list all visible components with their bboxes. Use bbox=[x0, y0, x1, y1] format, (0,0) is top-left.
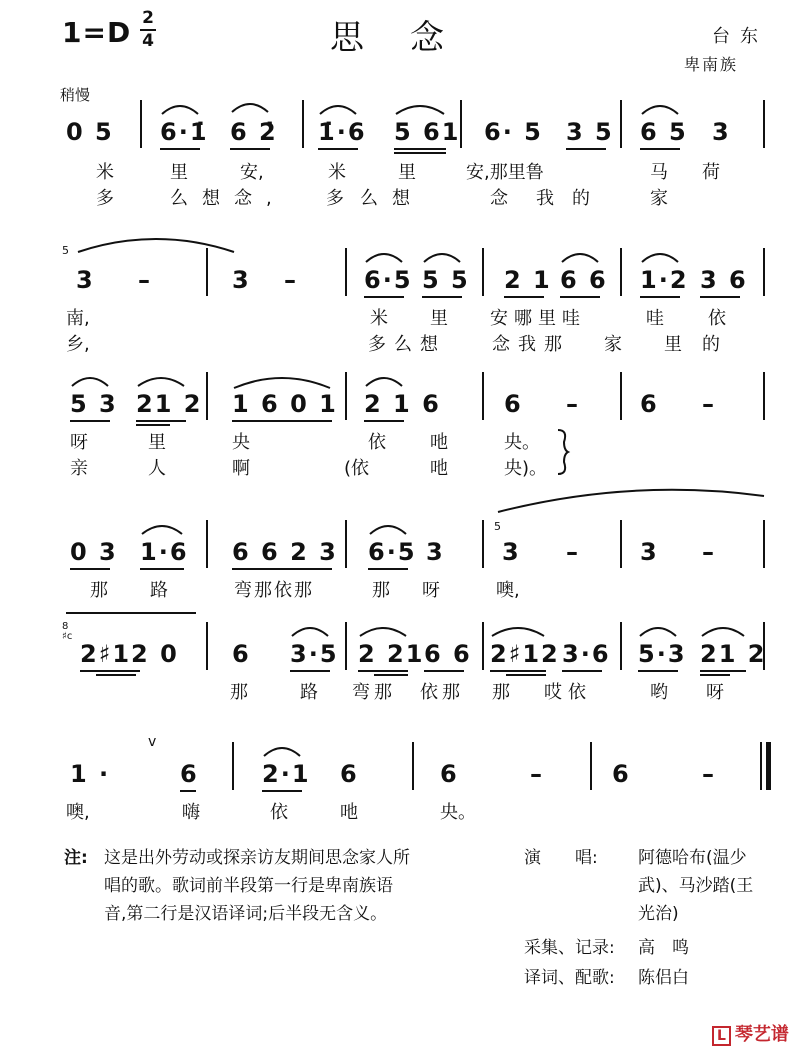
lyric: 那 bbox=[492, 682, 510, 703]
lyric: 里 bbox=[148, 432, 166, 453]
lyric: 那 bbox=[90, 580, 108, 601]
translate-label: 译词、配歌: bbox=[524, 968, 615, 988]
note-group: – bbox=[702, 390, 716, 418]
lyric: 依那 bbox=[420, 682, 464, 703]
note-group: 6 6 bbox=[560, 266, 608, 294]
lyric: 依 bbox=[270, 802, 288, 823]
lyric: 安,那里鲁 bbox=[466, 162, 544, 183]
note-group: 3 bbox=[640, 538, 659, 566]
lyric: 路 bbox=[300, 682, 318, 703]
lyric: 吔 bbox=[340, 802, 358, 823]
note-group: 6 bbox=[640, 390, 659, 418]
note-group: 5·3 bbox=[638, 640, 687, 668]
note-line-2: 唱的歌。歌词前半段第一行是卑南族语 bbox=[104, 876, 393, 896]
note-group: 2♯12 0 bbox=[80, 640, 179, 668]
note-group: 3 bbox=[712, 118, 731, 146]
note-group: 6·5 bbox=[368, 538, 417, 566]
note-group: 1·6 bbox=[140, 538, 189, 566]
lyric: 里 bbox=[430, 308, 448, 329]
lyric: 南, bbox=[66, 308, 90, 329]
note-group: – bbox=[702, 760, 716, 788]
lyric: 里的 bbox=[664, 334, 740, 355]
lyric: 多 bbox=[96, 188, 114, 209]
note-group: 3 bbox=[502, 538, 521, 566]
region-label: 台东 bbox=[712, 26, 768, 47]
lyric: 吔 bbox=[430, 432, 448, 453]
note-group: 2 21 bbox=[358, 640, 425, 668]
lyric: 米 bbox=[328, 162, 346, 183]
note-group: 6 bbox=[612, 760, 631, 788]
note-group: – bbox=[530, 760, 544, 788]
note-group: 6·5 bbox=[364, 266, 413, 294]
lyric: 依 bbox=[708, 308, 726, 329]
note-group: 6 6 2 3 bbox=[232, 538, 338, 566]
note-group: 5 3 bbox=[70, 390, 118, 418]
lyric: 里 bbox=[398, 162, 416, 183]
lyric: 里 bbox=[170, 162, 188, 183]
note-group: 6·1̇ bbox=[160, 118, 209, 146]
watermark-text: 琴艺谱 bbox=[734, 1024, 789, 1045]
note-group: 6 bbox=[504, 390, 523, 418]
note-label: 注: bbox=[64, 848, 88, 868]
lyric: 人 bbox=[148, 458, 166, 479]
note-group: – bbox=[138, 266, 152, 294]
note-group: 3·5 bbox=[290, 640, 339, 668]
note-group: 1̇·6 bbox=[318, 118, 367, 146]
time-sig-top: 2 bbox=[142, 8, 154, 28]
lyric: 家 bbox=[650, 188, 668, 209]
lyric: 念我那 bbox=[492, 334, 570, 355]
note-group: 5 61 bbox=[394, 118, 461, 146]
lyric: 安, bbox=[240, 162, 264, 183]
lyric: 米 bbox=[96, 162, 114, 183]
time-sig-bottom: 4 bbox=[142, 31, 154, 51]
lyric: 央 bbox=[232, 432, 250, 453]
note-group: 2 1 bbox=[504, 266, 552, 294]
lyric: 乡, bbox=[66, 334, 90, 355]
note-group: 2 1 6 bbox=[364, 390, 441, 418]
lyric: 弯那 bbox=[352, 682, 396, 703]
lyric: 安哪里哇 bbox=[490, 308, 586, 329]
lyric: 呀 bbox=[706, 682, 724, 703]
collect-label: 采集、记录: bbox=[524, 938, 615, 958]
note-group: 2♯12 bbox=[490, 640, 560, 668]
note-group: 6 6 bbox=[424, 640, 472, 668]
note-group: 3 5 bbox=[566, 118, 614, 146]
lyric: 呀 bbox=[422, 580, 440, 601]
lyric: 弯那依那 bbox=[234, 580, 314, 601]
note-group: 6 bbox=[440, 760, 459, 788]
note-group: 1 · bbox=[70, 760, 111, 788]
lyric: 荷 bbox=[702, 162, 720, 183]
lyric: 呀 bbox=[70, 432, 88, 453]
note-group: – bbox=[702, 538, 716, 566]
lyric: 噢, bbox=[496, 580, 520, 601]
note-group: 6 bbox=[340, 760, 359, 788]
singer-line-2: 武)、马沙踏(王 bbox=[638, 876, 754, 896]
lyric: 依 bbox=[368, 432, 386, 453]
singer-label: 演 唱: bbox=[524, 848, 598, 868]
lyric: (依 bbox=[344, 458, 370, 479]
note-group: 5 5 bbox=[422, 266, 470, 294]
note-group: 1 6 0 1 bbox=[232, 390, 338, 418]
note-group: – bbox=[566, 538, 580, 566]
logo-icon: L bbox=[712, 1026, 731, 1046]
time-signature bbox=[140, 10, 156, 50]
note-group: 1·2 bbox=[640, 266, 689, 294]
lyric: 嗨 bbox=[182, 802, 200, 823]
translate-name: 陈侣白 bbox=[638, 968, 689, 988]
lyric: 路 bbox=[150, 580, 168, 601]
singer-line-3: 光治) bbox=[638, 904, 679, 924]
lyric: 那 bbox=[372, 580, 390, 601]
lyric: 央)。 bbox=[504, 458, 548, 479]
note-group: 2·1 bbox=[262, 760, 311, 788]
song-title: 思念 bbox=[330, 18, 490, 58]
note-group: 0 5 bbox=[66, 118, 114, 146]
lyric: 哇 bbox=[646, 308, 664, 329]
lyric: 多 bbox=[326, 188, 344, 209]
lyric: 马 bbox=[650, 162, 668, 183]
singer-line-1: 阿德哈布(温少 bbox=[638, 848, 747, 868]
lyric: 哎依 bbox=[544, 682, 592, 703]
note-line-1: 这是出外劳动或探亲访友期间思念家人所 bbox=[104, 848, 410, 868]
note-group: 6 bbox=[232, 640, 251, 668]
note-group: 3 bbox=[76, 266, 95, 294]
key-signature: 1=D bbox=[62, 16, 132, 49]
lyric: 么想 bbox=[360, 188, 424, 209]
note-group: 0 3 bbox=[70, 538, 118, 566]
lyric: 哟 bbox=[650, 682, 668, 703]
lyric: 多么想 bbox=[368, 334, 446, 355]
lyric: 噢, bbox=[66, 802, 90, 823]
lyric: 米 bbox=[370, 308, 388, 329]
note-group: 3·6 bbox=[562, 640, 611, 668]
tempo-marking: 稍慢 bbox=[60, 86, 91, 104]
note-group: 6· 5 bbox=[484, 118, 543, 146]
lyric: 么想念, bbox=[170, 188, 286, 209]
lyric: 亲 bbox=[70, 458, 88, 479]
note-group: 21 2 bbox=[700, 640, 767, 668]
note-group: – bbox=[284, 266, 298, 294]
watermark-logo bbox=[712, 1020, 789, 1046]
lyric: 央。 bbox=[504, 432, 540, 453]
lyric: 那 bbox=[230, 682, 248, 703]
lyric: 吔 bbox=[430, 458, 448, 479]
note-line-3: 音,第二行是汉语译词;后半段无含义。 bbox=[104, 904, 388, 924]
note-group: 3 bbox=[232, 266, 251, 294]
note-group: 3 bbox=[426, 538, 445, 566]
note-group: 6 5 bbox=[640, 118, 688, 146]
note-group: 6 2̇ bbox=[230, 118, 278, 146]
lyric: 念 bbox=[490, 188, 508, 209]
ethnic-label: 卑南族 bbox=[684, 55, 739, 74]
note-group: 6 bbox=[180, 760, 199, 788]
lyric: 家 bbox=[604, 334, 622, 355]
lyric: 啊 bbox=[232, 458, 250, 479]
note-group: 3 6 bbox=[700, 266, 748, 294]
note-group: 21 2 bbox=[136, 390, 203, 418]
collect-name: 高 鸣 bbox=[638, 938, 689, 958]
lyric: 央。 bbox=[440, 802, 476, 823]
lyric: 我的 bbox=[536, 188, 608, 209]
note-group: – bbox=[566, 390, 580, 418]
